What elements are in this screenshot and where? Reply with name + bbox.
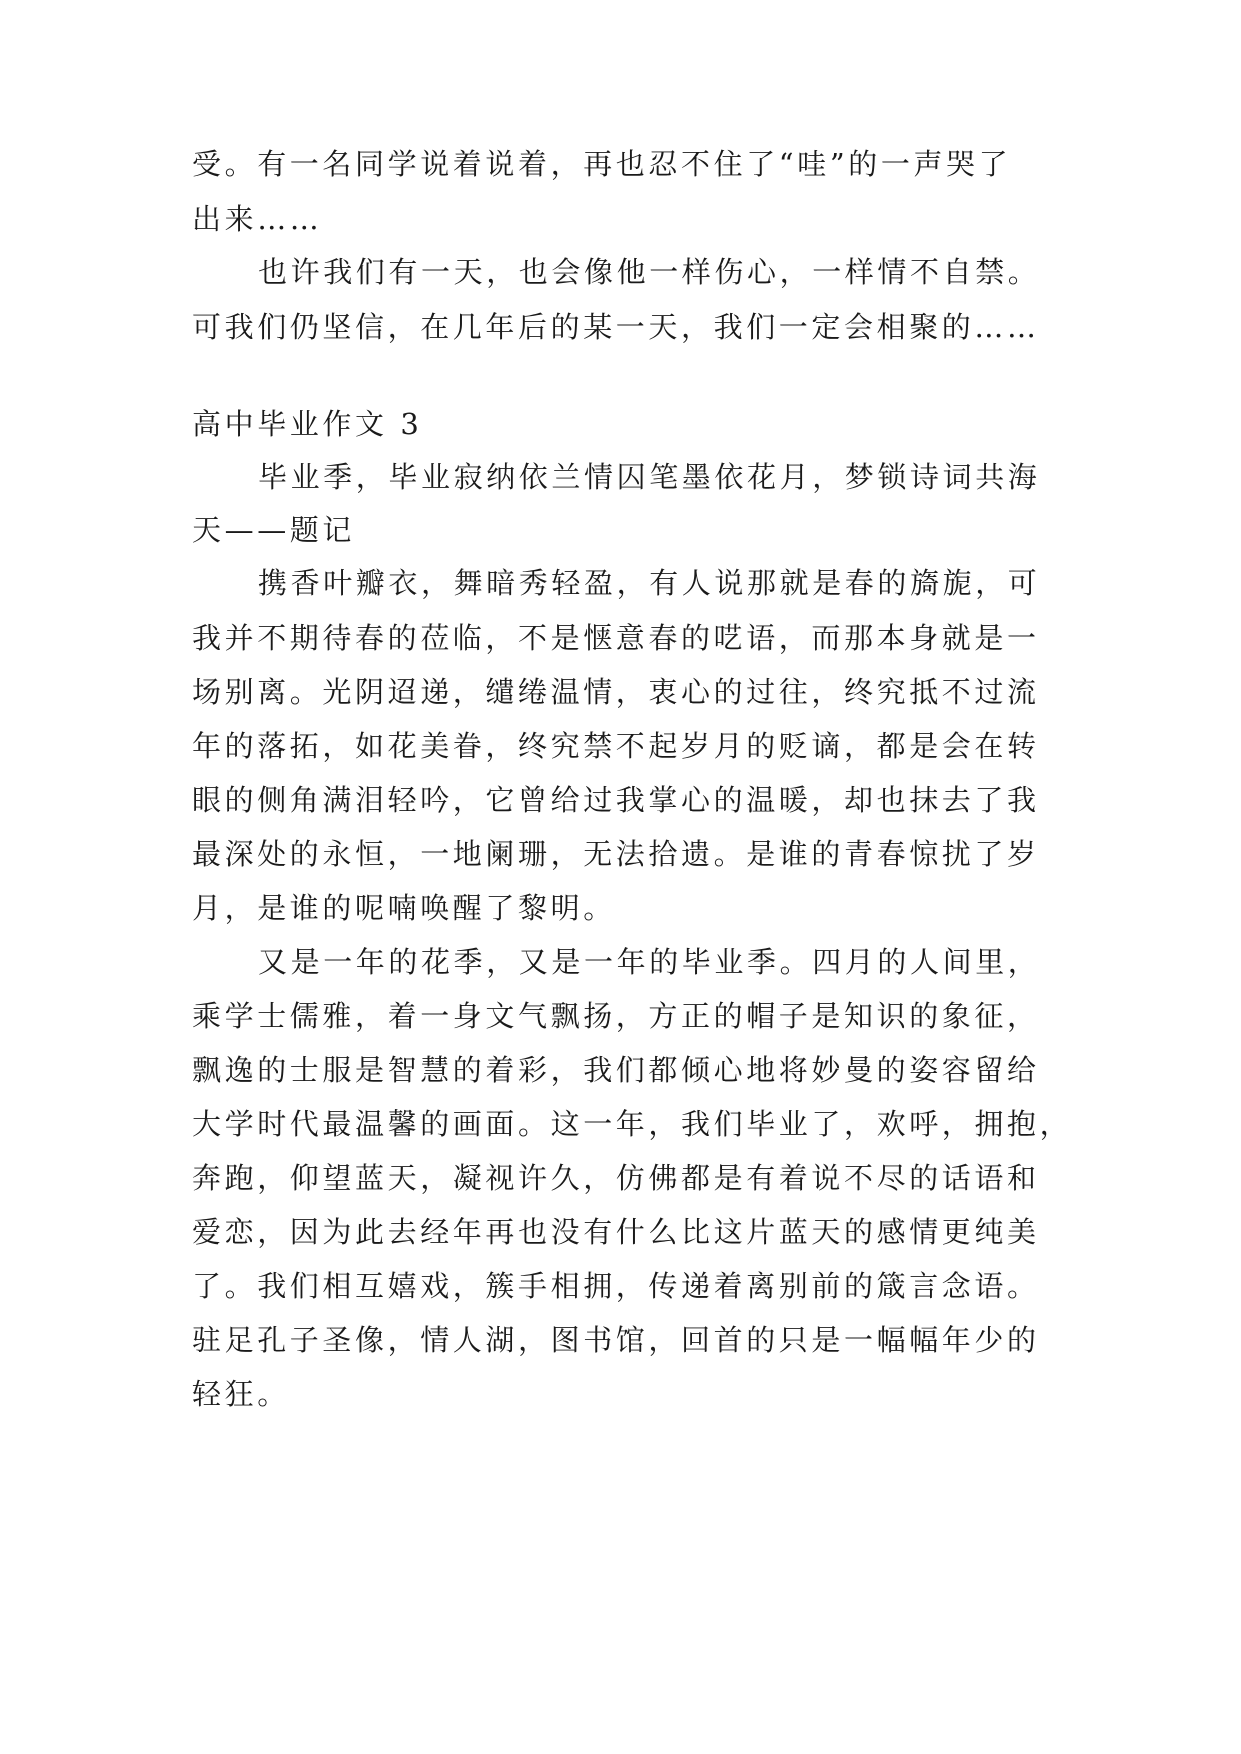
paragraph-line-13: 最深处的永恒，一地阑珊，无法拾遗。是谁的青春惊扰了岁 bbox=[192, 837, 1040, 871]
paragraph-line-15: 又是一年的花季，又是一年的毕业季。四月的人间里， bbox=[258, 945, 1041, 979]
paragraph-line-8: 携香叶瓣衣，舞暗秀轻盈，有人说那就是春的旖旎，可 bbox=[258, 566, 1041, 600]
paragraph-line-11: 年的落拓，如花美眷，终究禁不起岁月的贬谪，都是会在转 bbox=[192, 729, 1040, 763]
paragraph-line-7: 天——题记 bbox=[192, 513, 356, 547]
paragraph-line-1: 受。有一名同学说着说着，再也忍不住了“哇”的一声哭了 bbox=[192, 147, 1012, 181]
paragraph-line-10: 场别离。光阴迢递，缱绻温情，衷心的过往，终究抵不过流 bbox=[192, 675, 1040, 709]
paragraph-line-18: 大学时代最温馨的画面。这一年，我们毕业了，欢呼，拥抱， bbox=[192, 1107, 1073, 1141]
paragraph-line-3: 也许我们有一天，也会像他一样伤心，一样情不自禁。 bbox=[258, 255, 1041, 289]
section-heading: 高中毕业作文 3 bbox=[192, 407, 423, 441]
paragraph-line-16: 乘学士儒雅，着一身文气飘扬，方正的帽子是知识的象征， bbox=[192, 999, 1040, 1033]
paragraph-line-19: 奔跑，仰望蓝天，凝视许久，仿佛都是有着说不尽的话语和 bbox=[192, 1161, 1040, 1195]
paragraph-line-14: 月，是谁的呢喃唤醒了黎明。 bbox=[192, 891, 616, 925]
paragraph-line-2: 出来…… bbox=[192, 202, 323, 236]
paragraph-line-21: 了。我们相互嬉戏，簇手相拥，传递着离别前的箴言念语。 bbox=[192, 1269, 1040, 1303]
paragraph-line-12: 眼的侧角满泪轻吟，它曾给过我掌心的温暖，却也抹去了我 bbox=[192, 783, 1040, 817]
paragraph-line-23: 轻狂。 bbox=[192, 1377, 290, 1411]
paragraph-line-17: 飘逸的士服是智慧的着彩，我们都倾心地将妙曼的姿容留给 bbox=[192, 1053, 1040, 1087]
paragraph-line-9: 我并不期待春的莅临，不是惬意春的呓语，而那本身就是一 bbox=[192, 621, 1040, 655]
paragraph-line-6: 毕业季，毕业寂纳依兰情囚笔墨依花月，梦锁诗词共海 bbox=[258, 460, 1041, 494]
paragraph-line-22: 驻足孔子圣像，情人湖，图书馆，回首的只是一幅幅年少的 bbox=[192, 1323, 1040, 1357]
paragraph-line-20: 爱恋，因为此去经年再也没有什么比这片蓝天的感情更纯美 bbox=[192, 1215, 1040, 1249]
paragraph-line-4: 可我们仍坚信，在几年后的某一天，我们一定会相聚的…… bbox=[192, 310, 1040, 344]
